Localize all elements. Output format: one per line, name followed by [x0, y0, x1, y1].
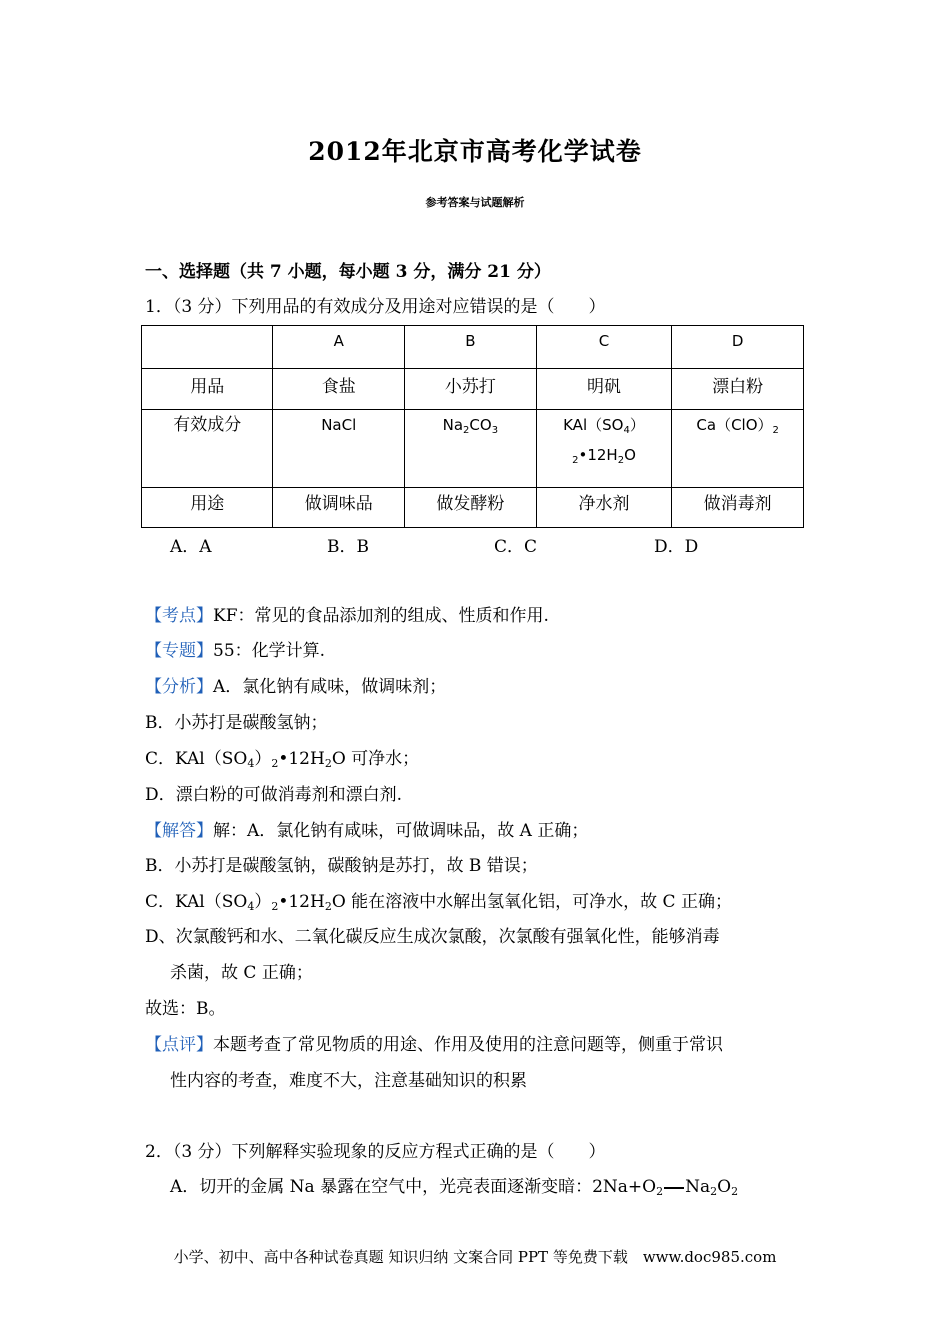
table-header-row [142, 326, 804, 369]
table-cell: 用品 [142, 369, 273, 410]
table-cell: 明矾 [536, 369, 672, 410]
zhuanti-tag: 【专题】 [145, 641, 213, 661]
question-1-table [141, 325, 804, 528]
table-cell: B [405, 326, 537, 369]
fenxi-line: 【分析】A．氯化钠有咸味，做调味剂； [145, 677, 447, 697]
question-1-option-c: C．C [494, 537, 538, 557]
page-footer: 小学、初中、高中各种试卷真题 知识归纳 文案合同 PPT 等免费下载 www.doc985.com [173, 1248, 777, 1266]
question-2-option-a: A．切开的金属 Na 暴露在空气中，光亮表面逐渐变暗：$2Na+O_2$ $Na_2O_2$ [170, 1177, 739, 1198]
jieda-conclusion: 故选：B。 [145, 999, 226, 1019]
table-cell: C [536, 326, 672, 369]
jieda-c: C．$KAl(SO_4)_2•12H_2O$ 能在溶液中水解出氢氧化铝，可净水，故 C 正确； [145, 892, 732, 913]
dianping-tag: 【点评】 [145, 1035, 213, 1055]
table-cell: 用途 [142, 488, 273, 528]
table-row [142, 410, 804, 488]
table-cell: 食盐 [273, 369, 405, 410]
table-cell: 净水剂 [536, 488, 672, 528]
table-cell [142, 326, 273, 369]
table-cell: $Ca(ClO)_2$ [672, 410, 804, 488]
page-title: 2012年北京市高考化学试卷 [308, 137, 642, 166]
fenxi-tag: 【分析】 [145, 677, 213, 697]
question-1-option-d: D．D [654, 537, 699, 557]
table-cell: A [273, 326, 405, 369]
table-cell: 做消毒剂 [672, 488, 804, 528]
table-row [142, 369, 804, 410]
jieda-b: B．小苏打是碳酸氢钠，碳酸钠是苏打，故 B 错误； [145, 856, 538, 876]
dianping-line: 【点评】本题考查了常见物质的用途、作用及使用的注意问题等，侧重于常识 [145, 1035, 723, 1055]
table-cell: NaCl [273, 410, 405, 488]
fenxi-d: D．漂白粉的可做消毒剂和漂白剂. [145, 785, 403, 805]
jieda-line: 【解答】解：A．氯化钠有咸味，可做调味品，故 A 正确； [145, 821, 589, 841]
table-row [142, 488, 804, 528]
jieda-tag: 【解答】 [145, 821, 213, 841]
kaodian-line: 【考点】KF：常见的食品添加剂的组成、性质和作用. [145, 606, 549, 626]
table-cell: 做调味品 [273, 488, 405, 528]
dianping-line2: 性内容的考查，难度不大，注意基础知识的积累 [170, 1071, 527, 1091]
table-cell: D [672, 326, 804, 369]
question-1-stem: 1．（3 分）下列用品的有效成分及用途对应错误的是（ ） [145, 297, 606, 317]
kaodian-tag: 【考点】 [145, 606, 213, 626]
table-cell: 做发酵粉 [405, 488, 537, 528]
jieda-d1: D、次氯酸钙和水、二氧化碳反应生成次氯酸，次氯酸有强氧化性，能够消毒 [145, 927, 720, 947]
fenxi-b: B．小苏打是碳酸氢钠； [145, 713, 328, 733]
table-cell: $Na_2CO_3$ [405, 410, 537, 488]
jieda-d2: 杀菌，故 C 正确； [170, 963, 313, 983]
equation-equals-sign [664, 1187, 684, 1189]
question-1-option-b: B．B [327, 537, 369, 557]
table-cell: 小苏打 [405, 369, 537, 410]
table-cell: 漂白粉 [672, 369, 804, 410]
fenxi-c: C．$KAl(SO_4)_2•12H_2O$ 可净水； [145, 749, 420, 770]
section-heading: 一、选择题（共 7 小题，每小题 3 分，满分 21 分） [145, 262, 551, 282]
page-subtitle: 参考答案与试题解析 [425, 196, 525, 209]
table-cell: 有效成分 [142, 410, 273, 488]
question-2-stem: 2．（3 分）下列解释实验现象的反应方程式正确的是（ ） [145, 1142, 606, 1162]
table-cell: $KAl(SO_4)$ $_2•12H_2O$ [536, 410, 672, 488]
zhuanti-line: 【专题】55：化学计算. [145, 641, 326, 661]
question-1-option-a: A．A [170, 537, 212, 557]
